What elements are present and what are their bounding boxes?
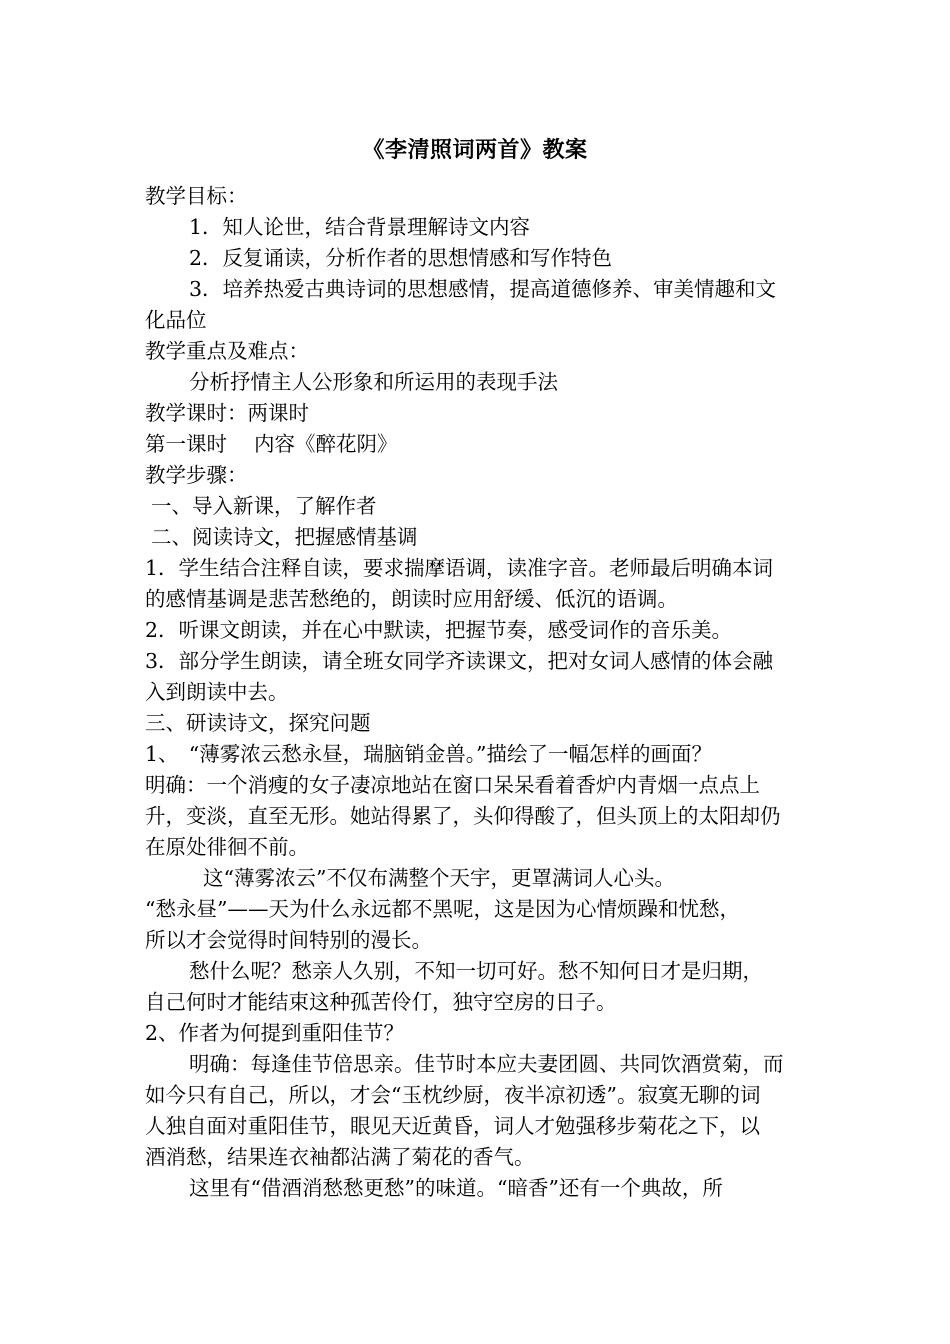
answer-1-line-5: “愁永昼”——天为什么永远都不黑呢，这是因为心情烦躁和忧愁， xyxy=(145,897,740,921)
goal-item-3-continued: 化品位 xyxy=(145,308,207,332)
heading-teaching-goals: 教学目标： xyxy=(145,184,248,208)
step-two-item-3-continued: 入到朗读中去。 xyxy=(145,680,289,704)
answer-2-line-2: 如今只有自己，所以，才会“玉枕纱厨，夜半凉初透”。寂寞无聊的词 xyxy=(145,1083,761,1107)
heading-teaching-steps: 教学步骤： xyxy=(145,463,248,487)
question-1: 1、 “薄雾浓云愁永昼，瑞脑销金兽。”描绘了一幅怎样的画面？ xyxy=(145,742,713,766)
answer-2-line-3: 人独自面对重阳佳节，眼见天近黄昏，词人才勉强移步菊花之下，以 xyxy=(145,1114,760,1138)
answer-1-line-7: 愁什么呢？愁亲人久别，不知一切可好。愁不知何日才是归期， xyxy=(189,959,763,983)
answer-1-line-3: 在原处徘徊不前。 xyxy=(145,835,309,859)
document-title: 《李清照词两首》教案 xyxy=(362,137,588,163)
answer-1-line-6: 所以才会觉得时间特别的漫长。 xyxy=(145,928,432,952)
answer-1-line-2: 升，变淡，直至无形。她站得累了，头仰得酸了，但头顶上的太阳却仍 xyxy=(145,804,781,828)
goal-item-3: 3．培养热爱古典诗词的思想感情，提高道德修养、审美情趣和文 xyxy=(189,277,777,301)
step-one-heading: 一、导入新课，了解作者 xyxy=(151,494,377,518)
step-two-item-2: 2．听课文朗读，并在心中默读，把握节奏，感受词作的音乐美。 xyxy=(145,618,733,642)
goal-item-1: 1．知人论世，结合背景理解诗文内容 xyxy=(189,215,531,239)
step-two-item-1: 1．学生结合注释自读，要求揣摩语调，读准字音。老师最后明确本词 xyxy=(145,556,774,580)
answer-1-line-8: 自己何时才能结束这种孤苦伶仃，独守空房的日子。 xyxy=(145,990,617,1014)
question-2: 2、作者为何提到重阳佳节？ xyxy=(145,1021,405,1045)
step-three-heading: 三、研读诗文，探究问题 xyxy=(145,711,371,735)
answer-1-line-4: 这“薄雾浓云”不仅布满整个天宇，更罩满词人心头。 xyxy=(203,866,675,890)
key-points-text: 分析抒情主人公形象和所运用的表现手法 xyxy=(189,370,558,394)
first-lesson-line: 第一课时 内容《醉花阴》 xyxy=(145,432,398,456)
step-two-item-3: 3．部分学生朗读，请全班女同学齐读课文，把对女词人感情的体会融 xyxy=(145,649,774,673)
goal-item-2: 2．反复诵读，分析作者的思想情感和写作特色 xyxy=(189,246,613,270)
class-hours-line: 教学课时：两课时 xyxy=(145,401,309,425)
answer-2-line-4: 酒消愁，结果连衣袖都沾满了菊花的香气。 xyxy=(145,1145,535,1169)
step-two-item-1-continued: 的感情基调是悲苦愁绝的，朗读时应用舒缓、低沉的语调。 xyxy=(145,587,678,611)
answer-2-line-5: 这里有“借酒消愁愁更愁”的味道。“暗香”还有一个典故，所 xyxy=(189,1176,723,1200)
step-two-heading: 二、阅读诗文，把握感情基调 xyxy=(151,525,418,549)
document-body xyxy=(145,181,812,1204)
answer-1-line-1: 明确：一个消瘦的女子凄凉地站在窗口呆呆看着香炉内青烟一点点上 xyxy=(145,773,760,797)
heading-key-points: 教学重点及难点： xyxy=(145,339,309,363)
answer-2-line-1: 明确：每逢佳节倍思亲。佳节时本应夫妻团圆、共同饮酒赏菊，而 xyxy=(189,1052,784,1076)
